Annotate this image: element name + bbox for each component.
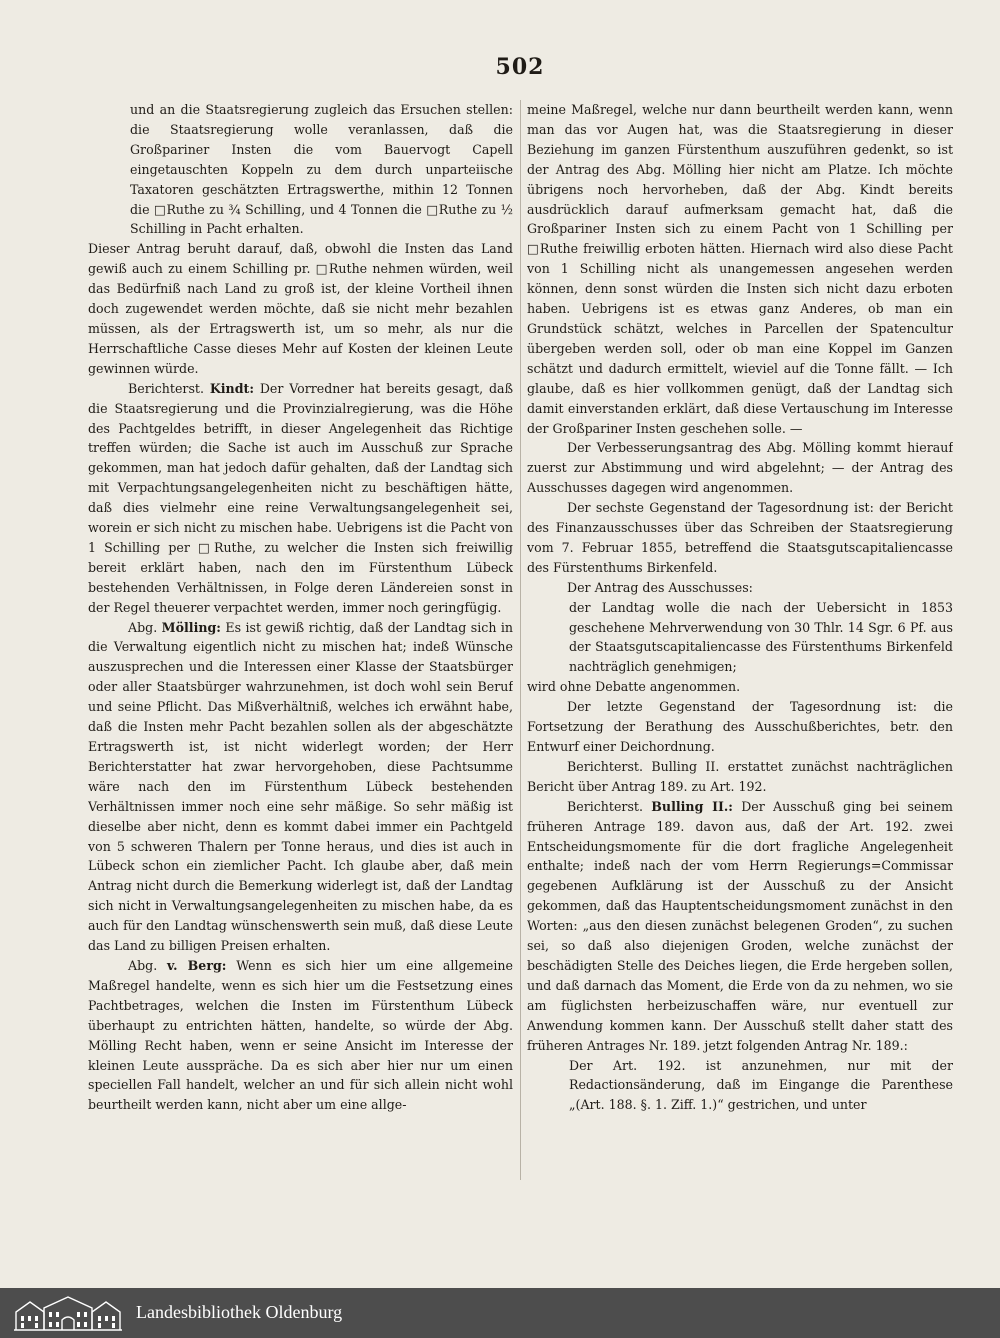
paragraph-moelling: [88, 618, 513, 956]
paragraph-committee-motion: der Landtag wolle die nach der Uebersicht in 1853 geschehene Mehrverwendung von 30 Thlr. 14 Sgr. 6 Pf. aus der Staatsgutscapitaliencasse des Fürstenthums Birkenfeld nachträglich genehmigen;: [569, 599, 953, 675]
paragraph-bulling: [527, 797, 953, 1056]
speaker-name: v. Berg:: [167, 957, 227, 973]
speaker-prefix: Abg.: [128, 619, 158, 635]
paragraph-kindt: [88, 379, 513, 618]
speech-text: Wenn es sich hier um eine allgemeine Maßregel handelte, wenn es sich hier um die Festsetzung eines Pachtbetrages, welchen die Insten im Fürstenthum Lübeck überhaupt zu entrichten hätten, handelte, so würde der Abg. Mölling Recht haben, wenn er seine Ansicht im Interesse der kleinen Leute ausspräche. Da es sich aber hier nur um einen speciellen Fall handelt, welcher an und für sich allein nicht wohl beurtheilt werden kann, nicht aber um eine allge-: [88, 957, 513, 1113]
speaker-name: Mölling:: [161, 619, 221, 635]
paragraph-berg: [88, 956, 513, 1115]
speaker-name: Kindt:: [209, 380, 254, 396]
paragraph-motion-189: Der Art. 192. ist anzunehmen, nur mit der Redactionsänderung, daß im Eingange die Parenthese „(Art. 188. §. 1. Ziff. 1.)“ gestrichen, und unter: [569, 1057, 953, 1113]
paragraph-agenda-six: Der sechste Gegenstand der Tagesordnung ist: der Bericht des Finanzausschusses über das Schreiben der Staatsregierung vom 7. Februar 1855, betreffend die Staatsgutscapitaliencasse des Fürstenthums Birkenfeld.: [527, 500, 953, 575]
library-name[interactable]: Landesbibliothek Oldenburg: [136, 1302, 343, 1322]
speech-text: Der Ausschuß ging bei seinem früheren Antrage 189. davon aus, daß der Art. 192. zwei Entscheidungsmomente für die dort fragliche Angelegenheit enthalte; indeß nach der vom Herrn Regierungs=Commissar gegebenen Aufklärung ist der Ausschuß zu der Ansicht gekommen, daß das Hauptentscheidungsmoment zunächst in den Worten: „aus den diesen zunächst belegenen Groden“, zu suchen sei, so daß also diejenigen Groden, welche zunächst der beschädigten Stelle des Deiches liegen, die Erde hergeben sollen, und daß darnach das Moment, die Erde von da zu nehmen, wo sie am füglichsten herbeizuschaffen wäre, nur eventuell zur Anwendung kommen kann. Der Ausschuß stellt daher statt des früheren Antrages Nr. 189. jetzt folgenden Antrag Nr. 189.:: [527, 798, 953, 1053]
paragraph-committee-motion-label: Der Antrag des Ausschusses:: [567, 579, 753, 595]
right-column: [527, 100, 953, 1180]
speech-text: Der Vorredner hat bereits gesagt, daß die Staatsregierung und die Provinzialregierung, was die Höhe des Pachtgeldes betrifft, in dieser Angelegenheit das Richtige treffen würden; die Sache ist auch im Ausschuß zur Sprache gekommen, man hat jedoch dafür gehalten, daß der Landtag sich mit Verpachtungsangelegenheiten nicht zu beschäftigen hätte, daß dies vielmehr eine reine Verwaltungsangelegenheit sei, worein er sich nicht zu mischen habe. Uebrigens ist die Pacht von 1 Schilling per □Ruthe, zu welcher die Insten sich freiwillig bereit erklärt haben, nach den im Fürstenthum Lübeck bestehenden Verhältnissen, in Folge deren Ländereien sonst in der Regel theuerer verpachtet werden, immer noch geringfügig.: [88, 380, 513, 615]
paragraph-accepted: wird ohne Debatte angenommen.: [527, 679, 741, 695]
speaker-prefix: Berichterst.: [567, 798, 643, 814]
speaker-prefix: Berichterst.: [128, 380, 204, 396]
paragraph-motion: und an die Staatsregierung zugleich das Ersuchen stellen: die Staatsregierung wolle veranlassen, daß die Großpariner Insten die vom Bauervogt Capell eingetauschten Koppeln zu dem durch unparteiische Taxatoren geschätzten Ertragswerthe, mithin 12 Tonnen die □Ruthe zu ¾ Schilling, und 4 Tonnen die □Ruthe zu ½ Schilling in Pacht erhalten.: [130, 102, 513, 237]
column-divider: [520, 100, 521, 1180]
paragraph-justification: Dieser Antrag beruht darauf, daß, obwohl die Insten das Land gewiß auch zu einem Schilling pr. □Ruthe nehmen würden, weil das Bedürfniß nach Land zu groß ist, der kleine Vortheil ihnen doch zugewendet werden möchte, daß sie nicht mehr bezahlen müssen, als der Ertragswerth ist, um so mehr, als nur die Herrschaftliche Casse dieses Mehr auf Kosten der kleinen Leute gewinnen würde.: [88, 241, 513, 376]
page-number: 502: [495, 54, 545, 80]
left-column: [88, 100, 513, 1180]
paragraph-bulling-report: Berichterst. Bulling II. erstattet zunächst nachträglichen Bericht über Antrag 189. zu Art. 192.: [527, 758, 953, 794]
speaker-name: Bulling II.:: [651, 798, 733, 814]
paragraph-vote: Der Verbesserungsantrag des Abg. Mölling kommt hierauf zuerst zur Abstimmung und wird abgelehnt; — der Antrag des Ausschusses dagegen wird angenommen.: [527, 440, 953, 496]
speaker-prefix: Abg.: [128, 957, 158, 973]
paragraph-berg-continued: meine Maßregel, welche nur dann beurtheilt werden kann, wenn man das vor Augen hat, was die Staatsregierung in dieser Beziehung im ganzen Fürstenthum auszuführen gedenkt, so ist der Antrag des Abg. Mölling hier nicht am Platze. Ich möchte übrigens noch hervorheben, daß der Abg. Kindt bereits ausdrücklich darauf aufmerksam gemacht hat, daß die Großpariner Insten sich zu einem Pacht von 1 Schilling per □Ruthe freiwillig erboten hätten. Hiernach wird also diese Pacht von 1 Schilling nicht als unangemessen angesehen werden können, denn sonst würden die Insten sich nicht dazu erboten haben. Uebrigens ist es etwas ganz Anderes, ob man ein Grundstück schätzt, welches in Parcellen der Spatencultur übergeben werden soll, oder ob man eine Koppel im Ganzen schätzt und dadurch ermittelt, wieviel auf die Tonne fällt. — Ich glaube, daß es hier vollkommen genügt, daß der Landtag sich damit einverstanden erklärt, daß diese Vertauschung im Interesse der Großpariner Insten geschehen solle. —: [527, 102, 953, 436]
speech-text: Es ist gewiß richtig, daß der Landtag sich in die Verwaltung eigentlich nicht zu mischen hat; indeß Wünsche auszusprechen und die Interessen einer Klasse der Staatsbürger oder aller Staatsbürger wahrzunehmen, ist doch wohl sein Beruf und seine Pflicht. Das Mißverhältniß, welches ich erwähnt habe, daß die Insten mehr Pacht bezahlen sollen als der abgeschätzte Ertragswerth ist, ist nicht widerlegt worden; der Herr Berichterstatter hat zwar hervorgehoben, diese Pachtsumme wäre nach den im Fürstenthum Lübeck bestehenden Verhältnissen immer noch eine sehr mäßige. So sehr mäßig ist dieselbe aber nicht, denn es kommt dabei immer ein Pachtgeld von 5 schweren Thalern per Tonne heraus, und dies ist auch in Lübeck schon ein ziemlicher Pacht. Ich glaube aber, daß mein Antrag nicht durch die Bemerkung widerlegt ist, daß der Landtag sich nicht in Verwaltungsangelegenheiten zu mischen habe, da es auch für den Landtag wünschenswerth sein muß, daß diese Leute das Land zu billigen Preisen erhalten.: [88, 619, 513, 954]
library-footer-banner: [0, 1288, 1000, 1338]
paragraph-agenda-last: Der letzte Gegenstand der Tagesordnung ist: die Fortsetzung der Berathung des Ausschußberichtes, betr. den Entwurf einer Deichordnung.: [527, 699, 953, 754]
library-building-logo: [12, 1294, 124, 1332]
